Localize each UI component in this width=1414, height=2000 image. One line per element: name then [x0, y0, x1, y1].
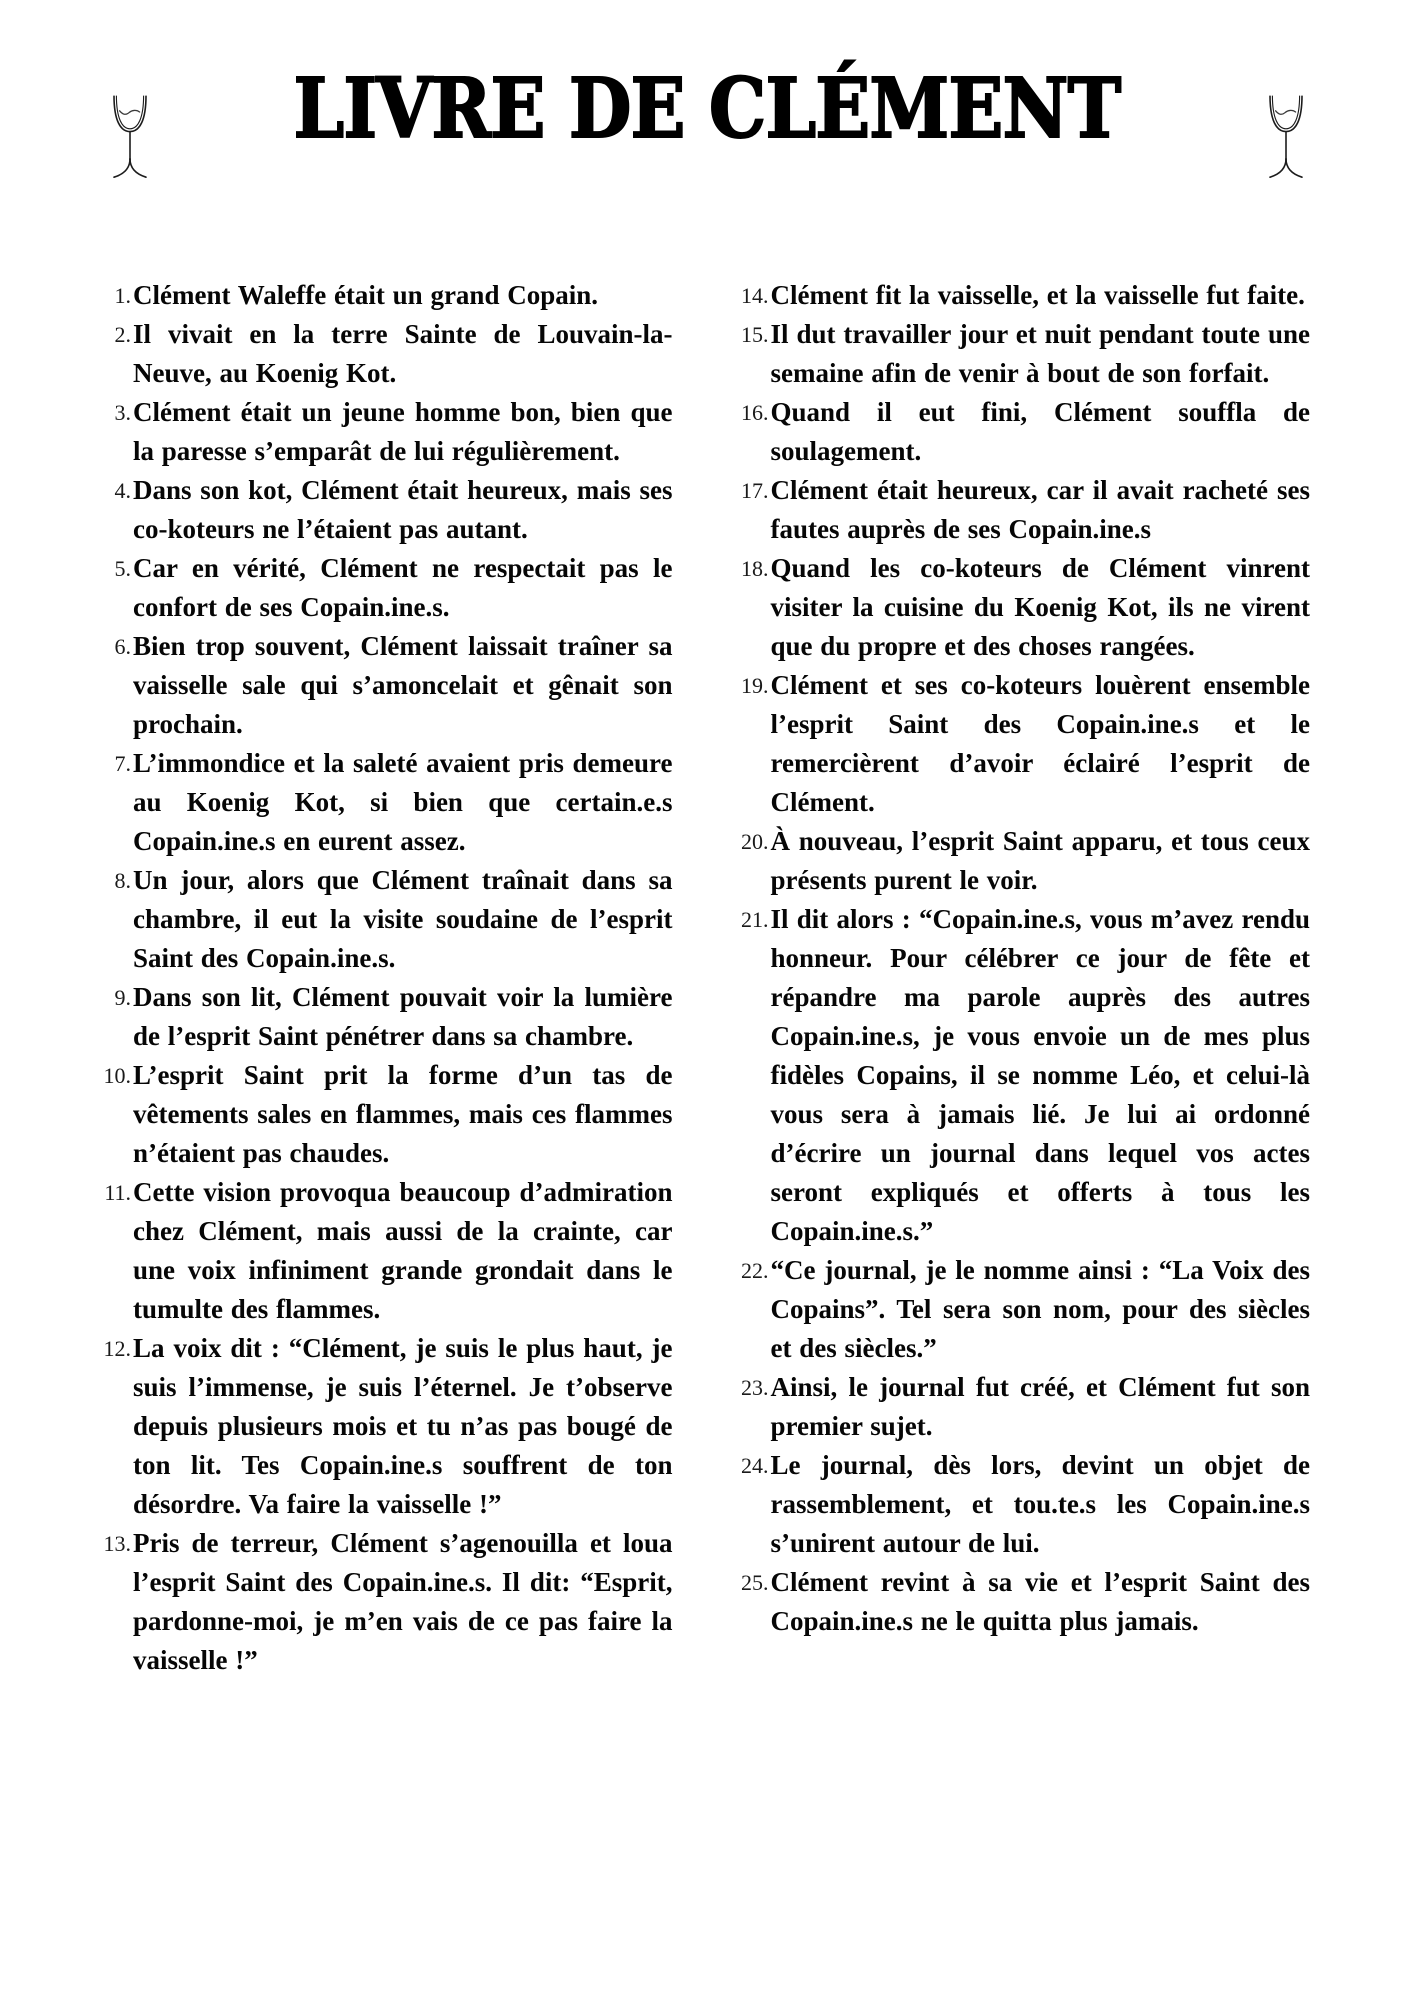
verse-item: 7. L’immondice et la saleté avaient pris demeure au Koenig Kot, si bien que certain.e.s Copain.ine.s en eurent assez.	[133, 744, 673, 861]
wine-glass-icon	[1262, 92, 1310, 184]
verse-item: 21. Il dit alors : “Copain.ine.s, vous m’avez rendu honneur. Pour célébrer ce jour de fête et répandre ma parole auprès des autres Copain.ine.s, je vous envoie un de mes plus fidèles Copains, il se nomme Léo, et celui-là vous sera à jamais lié. Je lui ai ordonné d’écrire un journal dans lequel vos actes seront expliqués et offerts à tous les Copain.ine.s.”	[771, 900, 1311, 1251]
verse-item: 13. Pris de terreur, Clément s’agenouilla et loua l’esprit Saint des Copain.ine.s. Il dit: “Esprit, pardonne-moi, je m’en vais de ce pas faire la vaisselle !”	[133, 1524, 673, 1680]
verse-list-right	[771, 276, 1311, 1641]
verse-item: 11. Cette vision provoqua beaucoup d’admiration chez Clément, mais aussi de la crainte, car une voix infiniment grande grondait dans le tumulte des flammes.	[133, 1173, 673, 1329]
verse-item: 23. Ainsi, le journal fut créé, et Clément fut son premier sujet.	[771, 1368, 1311, 1446]
verse-item: 9. Dans son lit, Clément pouvait voir la lumière de l’esprit Saint pénétrer dans sa chambre.	[133, 978, 673, 1056]
verse-column-right	[771, 276, 1311, 1680]
verse-item: 1. Clément Waleffe était un grand Copain.	[133, 276, 673, 315]
verse-item: 19. Clément et ses co-koteurs louèrent ensemble l’esprit Saint des Copain.ine.s et le remercièrent d’avoir éclairé l’esprit de Clément.	[771, 666, 1311, 822]
verse-item: 16. Quand il eut fini, Clément souffla de soulagement.	[771, 393, 1311, 471]
verse-item: 24. Le journal, dès lors, devint un objet de rassemblement, et tou.te.s les Copain.ine.s s’unirent autour de lui.	[771, 1446, 1311, 1563]
verse-item: 18. Quand les co-koteurs de Clément vinrent visiter la cuisine du Koenig Kot, ils ne virent que du propre et des choses rangées.	[771, 549, 1311, 666]
verse-item: 15. Il dut travailler jour et nuit pendant toute une semaine afin de venir à bout de son forfait.	[771, 315, 1311, 393]
verse-columns	[133, 276, 1310, 1680]
verse-item: 3. Clément était un jeune homme bon, bien que la paresse s’emparât de lui régulièrement.	[133, 393, 673, 471]
verse-item: 8. Un jour, alors que Clément traînait dans sa chambre, il eut la visite soudaine de l’esprit Saint des Copain.ine.s.	[133, 861, 673, 978]
verse-item: 12. La voix dit : “Clément, je suis le plus haut, je suis l’immense, je suis l’éternel. Je t’observe depuis plusieurs mois et tu n’as pas bougé de ton lit. Tes Copain.ine.s souffrent de ton désordre. Va faire la vaisselle !”	[133, 1329, 673, 1524]
verse-column-left	[133, 276, 673, 1680]
page-title: LIVRE DE CLÉMENT	[293, 61, 1121, 157]
verse-item: 10. L’esprit Saint prit la forme d’un tas de vêtements sales en flammes, mais ces flammes n’étaient pas chaudes.	[133, 1056, 673, 1173]
verse-item: 5. Car en vérité, Clément ne respectait pas le confort de ses Copain.ine.s.	[133, 549, 673, 627]
verse-item: 2. Il vivait en la terre Sainte de Louvain-la-Neuve, au Koenig Kot.	[133, 315, 673, 393]
page-header	[0, 0, 1414, 240]
verse-item: 14. Clément fit la vaisselle, et la vaisselle fut faite.	[771, 276, 1311, 315]
verse-item: 22. “Ce journal, je le nomme ainsi : “La Voix des Copains”. Tel sera son nom, pour des siècles et des siècles.”	[771, 1251, 1311, 1368]
verse-item: 25. Clément revint à sa vie et l’esprit Saint des Copain.ine.s ne le quitta plus jamais.	[771, 1563, 1311, 1641]
verse-item: 6. Bien trop souvent, Clément laissait traîner sa vaisselle sale qui s’amoncelait et gênait son prochain.	[133, 627, 673, 744]
verse-item: 17. Clément était heureux, car il avait racheté ses fautes auprès de ses Copain.ine.s	[771, 471, 1311, 549]
verse-list-left	[133, 276, 673, 1680]
verse-item: 20. À nouveau, l’esprit Saint apparu, et tous ceux présents purent le voir.	[771, 822, 1311, 900]
verse-item: 4. Dans son kot, Clément était heureux, mais ses co-koteurs ne l’étaient pas autant.	[133, 471, 673, 549]
